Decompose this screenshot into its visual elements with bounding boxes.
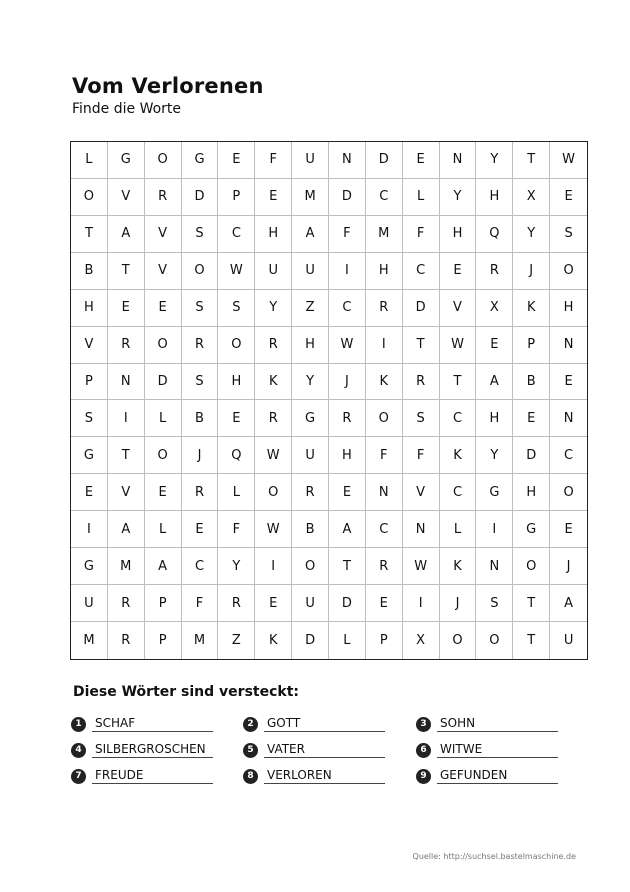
grid-cell: T [108, 437, 145, 474]
grid-cell: H [550, 290, 587, 327]
grid-cell: D [513, 437, 550, 474]
grid-cell: D [329, 585, 366, 622]
grid-cell: O [145, 327, 182, 364]
grid-cell: R [366, 548, 403, 585]
grid-cell: G [108, 142, 145, 179]
hidden-word-item [416, 768, 558, 784]
grid-cell: U [292, 585, 329, 622]
grid-cell: D [182, 179, 219, 216]
grid-cell: U [563, 633, 574, 649]
grid-cell: F [403, 437, 440, 474]
grid-cell: P [366, 622, 403, 659]
grid-cell: R [476, 253, 513, 290]
grid-cell: M [108, 548, 145, 585]
hidden-word-label: VATER [264, 742, 385, 758]
grid-cell: C [440, 400, 477, 437]
grid-cell: Q [476, 216, 513, 253]
grid-cell: K [513, 290, 550, 327]
grid-cell: C [366, 511, 403, 548]
word-search-grid [70, 141, 588, 660]
grid-cell: W [440, 327, 477, 364]
grid-cell: F [182, 585, 219, 622]
grid-cell: U [255, 253, 292, 290]
grid-cell: A [329, 511, 366, 548]
grid-cell: C [366, 179, 403, 216]
grid-cell: G [71, 437, 108, 474]
grid-cell: H [218, 364, 255, 401]
word-number-badge: 7 [71, 769, 86, 784]
grid-cell: V [71, 327, 108, 364]
grid-cell: D [366, 142, 403, 179]
grid-cell: G [182, 142, 219, 179]
grid-cell: E [403, 142, 440, 179]
grid-cell: T [108, 253, 145, 290]
grid-cell: R [108, 622, 145, 659]
grid-cell: O [550, 474, 587, 511]
grid-cell: R [403, 364, 440, 401]
source-credit: Quelle: http://suchsel.bastelmaschine.de [412, 852, 576, 861]
grid-cell: T [513, 142, 550, 179]
grid-cell: R [218, 585, 255, 622]
grid-cell: C [403, 253, 440, 290]
hidden-word-item [243, 716, 385, 732]
grid-cell: H [71, 290, 108, 327]
word-number-badge: 4 [71, 743, 86, 758]
grid-cell: A [292, 216, 329, 253]
grid-cell: E [440, 253, 477, 290]
grid-cell: P [218, 179, 255, 216]
grid-cell: F [218, 511, 255, 548]
grid-cell: S [182, 290, 219, 327]
grid-cell: H [513, 474, 550, 511]
grid-cell: Y [513, 216, 550, 253]
grid-cell: E [218, 400, 255, 437]
grid-cell: K [440, 548, 477, 585]
grid-cell: L [145, 400, 182, 437]
grid-cell: D [145, 364, 182, 401]
grid-cell: V [440, 290, 477, 327]
grid-cell: C [550, 437, 587, 474]
grid-cell: L [145, 511, 182, 548]
grid-cell: E [182, 511, 219, 548]
grid-cell: H [476, 400, 513, 437]
grid-cell: T [71, 216, 108, 253]
grid-cell: I [255, 548, 292, 585]
grid-cell: O [513, 548, 550, 585]
grid-cell: R [255, 400, 292, 437]
grid-cell: I [329, 253, 366, 290]
grid-cell: C [182, 548, 219, 585]
grid-cell: K [366, 364, 403, 401]
grid-cell: O [292, 548, 329, 585]
word-number-badge: 5 [243, 743, 258, 758]
grid-cell: V [403, 474, 440, 511]
grid-cell: I [108, 400, 145, 437]
grid-cell: Y [476, 142, 513, 179]
grid-cell: P [145, 622, 182, 659]
grid-cell: X [513, 179, 550, 216]
grid-cell: E [476, 327, 513, 364]
grid-cell: N [403, 511, 440, 548]
grid-cell: R [329, 400, 366, 437]
grid-cell: S [182, 364, 219, 401]
grid-cell: B [513, 364, 550, 401]
grid-cell: V [108, 474, 145, 511]
grid-cell: H [255, 216, 292, 253]
grid-cell: I [476, 511, 513, 548]
hidden-word-item [71, 768, 213, 784]
grid-cell: O [145, 437, 182, 474]
grid-cell: V [145, 253, 182, 290]
grid-cell: N [329, 142, 366, 179]
hidden-words-heading: Diese Wörter sind versteckt: [73, 684, 299, 700]
word-number-badge: 8 [243, 769, 258, 784]
grid-cell: G [476, 474, 513, 511]
hidden-word-label: GEFUNDEN [437, 768, 558, 784]
grid-cell: H [329, 437, 366, 474]
grid-cell: G [513, 511, 550, 548]
grid-cell: H [292, 327, 329, 364]
grid-cell: O [476, 622, 513, 659]
grid-cell: F [366, 437, 403, 474]
page-subtitle: Finde die Worte [72, 101, 182, 117]
grid-cell: E [255, 585, 292, 622]
grid-cell: N [550, 327, 587, 364]
grid-cell: M [182, 622, 219, 659]
hidden-word-label: VERLOREN [264, 768, 385, 784]
grid-cell: C [440, 474, 477, 511]
word-number-badge: 2 [243, 717, 258, 732]
grid-cell: K [255, 622, 292, 659]
grid-cell: F [403, 216, 440, 253]
grid-cell: Y [255, 290, 292, 327]
grid-cell: F [329, 216, 366, 253]
grid-cell: R [108, 327, 145, 364]
grid-cell: T [329, 548, 366, 585]
grid-cell: W [218, 253, 255, 290]
grid-cell: K [440, 437, 477, 474]
grid-cell: L [440, 511, 477, 548]
grid-cell: C [218, 216, 255, 253]
hidden-word-label: SCHAF [92, 716, 213, 732]
grid-cell: G [292, 400, 329, 437]
grid-cell: B [292, 511, 329, 548]
grid-cell: O [71, 179, 108, 216]
hidden-word-item [71, 742, 213, 758]
grid-cell: S [71, 400, 108, 437]
grid-cell: R [145, 179, 182, 216]
grid-cell: A [476, 364, 513, 401]
grid-cell: I [366, 327, 403, 364]
grid-cell: J [329, 364, 366, 401]
grid-cell: T [403, 327, 440, 364]
grid-cell: E [550, 179, 587, 216]
hidden-word-item [71, 716, 213, 732]
grid-cell: J [440, 585, 477, 622]
grid-cell: X [403, 622, 440, 659]
grid-cell: W [403, 548, 440, 585]
word-number-badge: 6 [416, 743, 431, 758]
hidden-word-item [243, 768, 385, 784]
grid-cell: E [550, 511, 587, 548]
grid-cell: R [182, 327, 219, 364]
grid-cell: U [71, 585, 108, 622]
grid-cell: R [292, 474, 329, 511]
hidden-word-label: SILBERGROSCHEN [92, 742, 213, 758]
grid-cell: E [145, 474, 182, 511]
word-number-badge: 3 [416, 717, 431, 732]
grid-cell: O [366, 400, 403, 437]
grid-cell: J [513, 253, 550, 290]
grid-cell: S [476, 585, 513, 622]
grid-cell: N [550, 400, 587, 437]
grid-cell: Y [292, 364, 329, 401]
grid-cell: S [182, 216, 219, 253]
word-number-badge: 9 [416, 769, 431, 784]
grid-cell: K [255, 364, 292, 401]
grid-cell: Z [292, 290, 329, 327]
grid-cell: D [292, 622, 329, 659]
grid-cell: R [366, 290, 403, 327]
grid-cell: E [329, 474, 366, 511]
grid-cell: N [440, 142, 477, 179]
grid-cell: T [440, 364, 477, 401]
grid-cell: H [366, 253, 403, 290]
hidden-word-item [416, 716, 558, 732]
grid-cell: N [108, 364, 145, 401]
grid-cell: T [513, 585, 550, 622]
hidden-word-label: WITWE [437, 742, 558, 758]
grid-cell: L [403, 179, 440, 216]
grid-cell: N [476, 548, 513, 585]
grid-cell: M [366, 216, 403, 253]
grid-cell: R [255, 327, 292, 364]
grid-cell: R [182, 474, 219, 511]
grid-cell: A [550, 585, 587, 622]
grid-cell: L [218, 474, 255, 511]
grid-cell: P [513, 327, 550, 364]
grid-cell: Y [440, 179, 477, 216]
hidden-word-label: GOTT [264, 716, 385, 732]
grid-cell: M [71, 622, 108, 659]
grid-cell: S [218, 290, 255, 327]
grid-cell: D [403, 290, 440, 327]
grid-cell: O [440, 622, 477, 659]
grid-cell: P [71, 364, 108, 401]
grid-cell: C [329, 290, 366, 327]
grid-cell: I [403, 585, 440, 622]
grid-cell: O [550, 253, 587, 290]
grid-cell: H [476, 179, 513, 216]
grid-cell: U [292, 253, 329, 290]
grid-cell: E [218, 142, 255, 179]
grid-cell: P [145, 585, 182, 622]
grid-cell: E [71, 474, 108, 511]
grid-cell: Q [218, 437, 255, 474]
grid-cell: X [476, 290, 513, 327]
hidden-word-label: SOHN [437, 716, 558, 732]
grid-cell: W [329, 327, 366, 364]
grid-cell: W [255, 511, 292, 548]
grid-cell: O [218, 327, 255, 364]
grid-cell: E [255, 179, 292, 216]
grid-cell: F [255, 142, 292, 179]
grid-cell: S [550, 216, 587, 253]
grid-cell: O [182, 253, 219, 290]
grid-cell: J [550, 548, 587, 585]
grid-cell: L [329, 622, 366, 659]
grid-cell: O [255, 474, 292, 511]
grid-cell: B [182, 400, 219, 437]
grid-cell: W [550, 142, 587, 179]
grid-cell: E [145, 290, 182, 327]
grid-cell: Z [218, 622, 255, 659]
grid-cell: W [255, 437, 292, 474]
grid-cell: E [513, 400, 550, 437]
grid-cell: A [108, 511, 145, 548]
grid-cell: A [108, 216, 145, 253]
grid-cell: Y [218, 548, 255, 585]
grid-cell: Y [476, 437, 513, 474]
grid-cell: I [71, 511, 108, 548]
grid-cell: A [145, 548, 182, 585]
grid-cell: O [145, 142, 182, 179]
grid-cell: M [292, 179, 329, 216]
grid-cell: T [513, 622, 550, 659]
hidden-word-label: FREUDE [92, 768, 213, 784]
grid-cell: J [182, 437, 219, 474]
grid-cell: E [550, 364, 587, 401]
grid-cell: U [292, 142, 329, 179]
grid-cell: V [145, 216, 182, 253]
grid-cell: D [329, 179, 366, 216]
grid-cell: S [403, 400, 440, 437]
hidden-word-item [416, 742, 558, 758]
grid-cell: B [71, 253, 108, 290]
grid-cell: E [108, 290, 145, 327]
hidden-word-item [243, 742, 385, 758]
grid-cell: R [108, 585, 145, 622]
word-number-badge: 1 [71, 717, 86, 732]
grid-cell: N [366, 474, 403, 511]
grid-cell: L [71, 142, 108, 179]
grid-cell: V [108, 179, 145, 216]
page-title: Vom Verlorenen [72, 74, 264, 98]
grid-cell: H [440, 216, 477, 253]
grid-cell: U [292, 437, 329, 474]
grid-cell: G [71, 548, 108, 585]
grid-cell: E [366, 585, 403, 622]
